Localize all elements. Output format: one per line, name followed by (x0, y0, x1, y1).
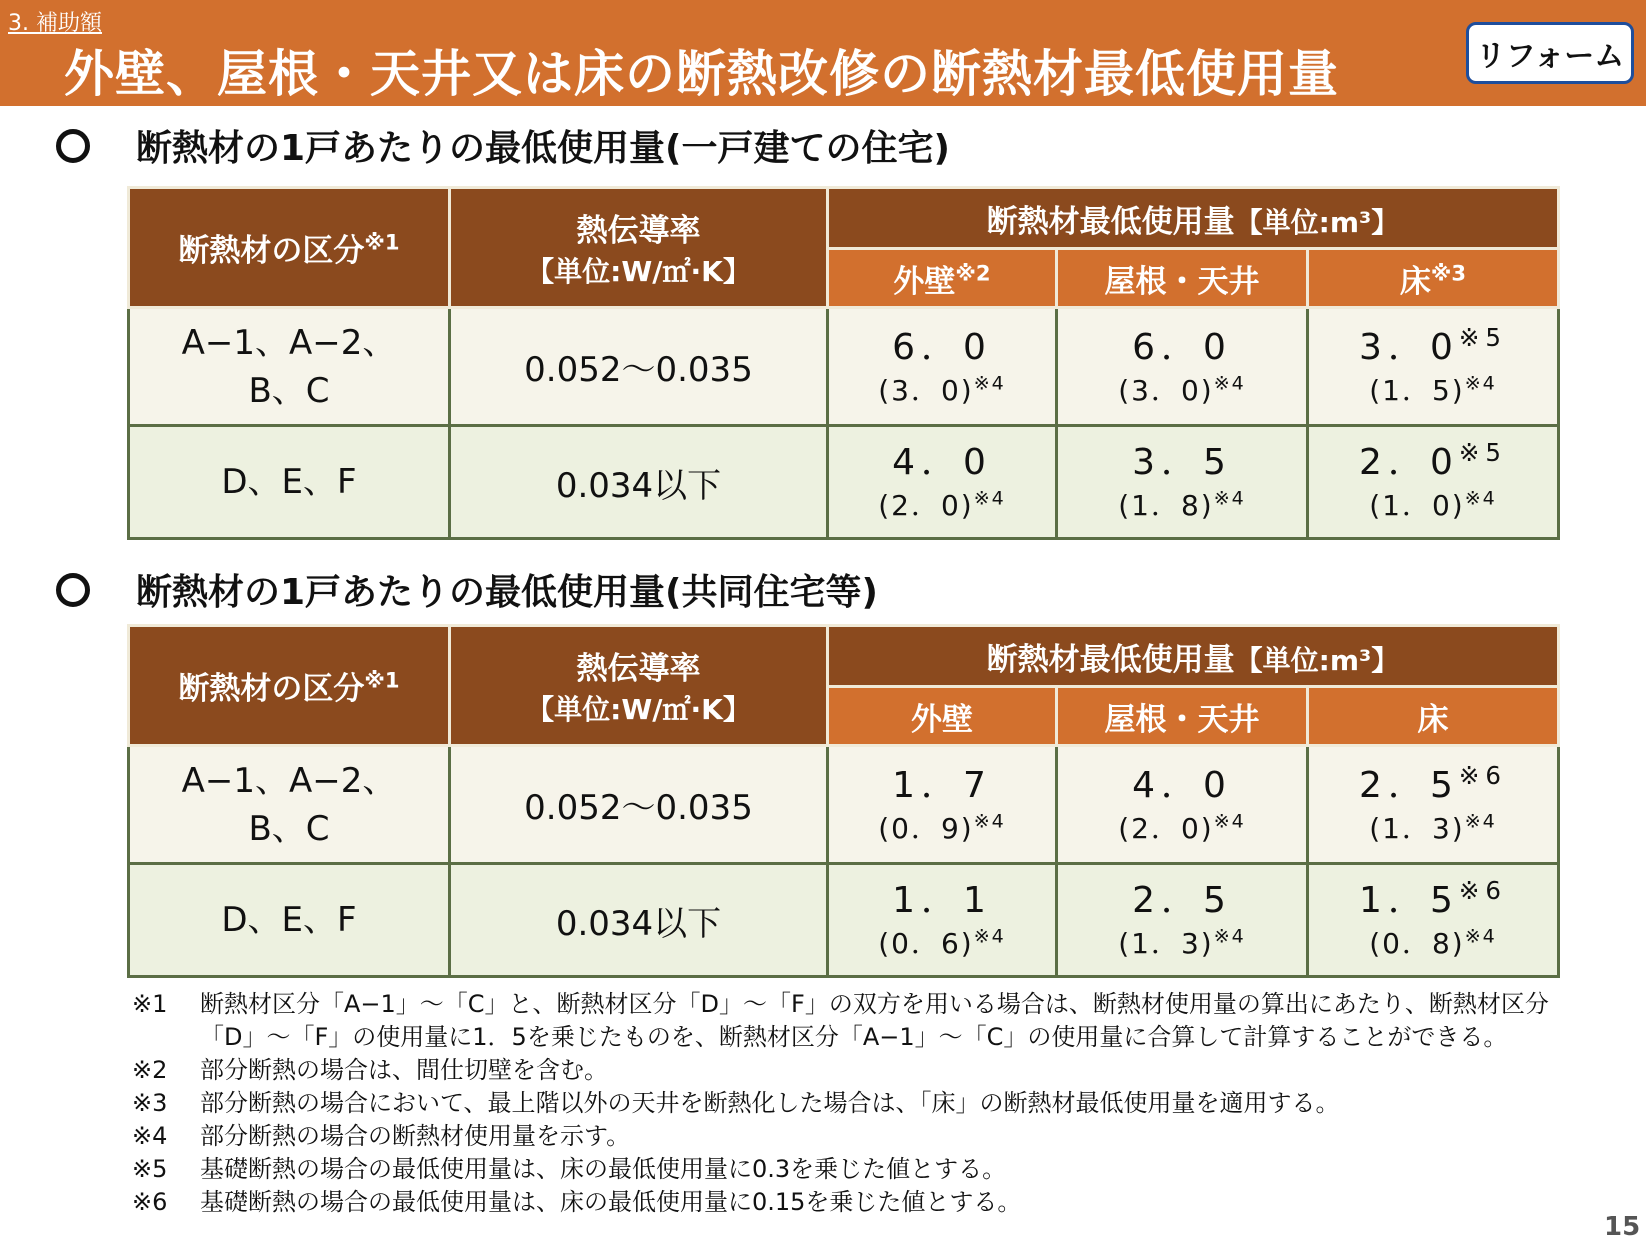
apartment-table (127, 624, 1560, 978)
roof-header: 屋根・天井 (1057, 249, 1308, 308)
category-header: 断熱材の区分$^{※1}$ (129, 626, 450, 746)
section2-heading: 断熱材の1戸あたりの最低使用量(共同住宅等) (136, 572, 878, 613)
section1-heading-row (56, 120, 950, 171)
category-cell: D、E、F (129, 426, 450, 539)
roof-cell: 3．5 (1．8)$^{※4}$ (1057, 426, 1308, 539)
wall-cell: 6．0 (3．0)$^{※4}$ (828, 308, 1057, 426)
roof-header: 屋根・天井 (1057, 687, 1308, 746)
category-cell: A−1、A−2、 B、C (129, 308, 450, 426)
usage-header: 断熱材最低使用量【単位:m³】 (828, 626, 1559, 687)
conductivity-cell: 0.034以下 (450, 426, 828, 539)
table-row (129, 308, 1559, 426)
wall-cell: 1．1 (0．6)$^{※4}$ (828, 864, 1057, 977)
roof-cell: 4．0 (2．0)$^{※4}$ (1057, 746, 1308, 864)
category-header: 断熱材の区分$^{※1}$ (129, 188, 450, 308)
footnote-item: ※6 基礎断熱の場合の最低使用量は、床の最低使用量に0.15を乗じた値とする。 (132, 1188, 1022, 1216)
floor-header: 床$^{※3}$ (1308, 249, 1559, 308)
floor-cell: 2．0$^{※5}$ (1．0)$^{※4}$ (1308, 426, 1559, 539)
footnote-item: ※1 断熱材区分「A−1」〜「C」と、断熱材区分「D」〜「F」の双方を用いる場合は、断熱材使用量の算出にあたり、断熱材区分「D」〜「F」の使用量に1．5を乗じたものを、断熱材区分「A−1」〜「C」の使用量に合算して計算することができる。 (132, 990, 1549, 1051)
wall-header: 外壁 (828, 687, 1057, 746)
page-title: 外壁、屋根・天井又は床の断熱改修の断熱材最低使用量 (64, 45, 1339, 103)
section2-heading-row (56, 564, 878, 615)
footnote-item: ※4 部分断熱の場合の断熱材使用量を示す。 (132, 1122, 631, 1150)
category-cell: D、E、F (129, 864, 450, 977)
category-cell: A−1、A−2、 B、C (129, 746, 450, 864)
wall-cell: 4．0 (2．0)$^{※4}$ (828, 426, 1057, 539)
section-label[interactable]: 3. 補助額 (8, 11, 102, 36)
footnotes (132, 988, 1552, 1219)
page-number: 15 (1604, 1212, 1641, 1242)
footnote-item: ※3 部分断熱の場合において、最上階以外の天井を断熱化した場合は、「床」の断熱材最低使用量を適用する。 (132, 1089, 1340, 1117)
circle-bullet-icon (56, 573, 90, 607)
footnote-item: ※5 基礎断熱の場合の最低使用量は、床の最低使用量に0.3を乗じた値とする。 (132, 1155, 1007, 1183)
roof-cell: 6．0 (3．0)$^{※4}$ (1057, 308, 1308, 426)
wall-header: 外壁$^{※2}$ (828, 249, 1057, 308)
section1-heading: 断熱材の1戸あたりの最低使用量(一戸建ての住宅) (136, 128, 950, 169)
footnote-item: ※2 部分断熱の場合は、間仕切壁を含む。 (132, 1056, 608, 1084)
conductivity-cell: 0.052〜0.035 (450, 308, 828, 426)
conductivity-cell: 0.034以下 (450, 864, 828, 977)
wall-cell: 1．7 (0．9)$^{※4}$ (828, 746, 1057, 864)
roof-cell: 2．5 (1．3)$^{※4}$ (1057, 864, 1308, 977)
table-row (129, 746, 1559, 864)
floor-cell: 2．5$^{※6}$ (1．3)$^{※4}$ (1308, 746, 1559, 864)
floor-header: 床 (1308, 687, 1559, 746)
header-band (0, 0, 1646, 106)
reform-badge: リフォーム (1466, 22, 1634, 84)
table-row (129, 864, 1559, 977)
floor-cell: 3．0$^{※5}$ (1．5)$^{※4}$ (1308, 308, 1559, 426)
single-house-table (127, 186, 1560, 540)
usage-header: 断熱材最低使用量【単位:m³】 (828, 188, 1559, 249)
table-row (129, 426, 1559, 539)
circle-bullet-icon (56, 129, 90, 163)
floor-cell: 1．5$^{※6}$ (0．8)$^{※4}$ (1308, 864, 1559, 977)
conductivity-cell: 0.052〜0.035 (450, 746, 828, 864)
conductivity-header: 熱伝導率 【単位:W/㎡·K】 (450, 626, 828, 746)
conductivity-header: 熱伝導率 【単位:W/㎡·K】 (450, 188, 828, 308)
